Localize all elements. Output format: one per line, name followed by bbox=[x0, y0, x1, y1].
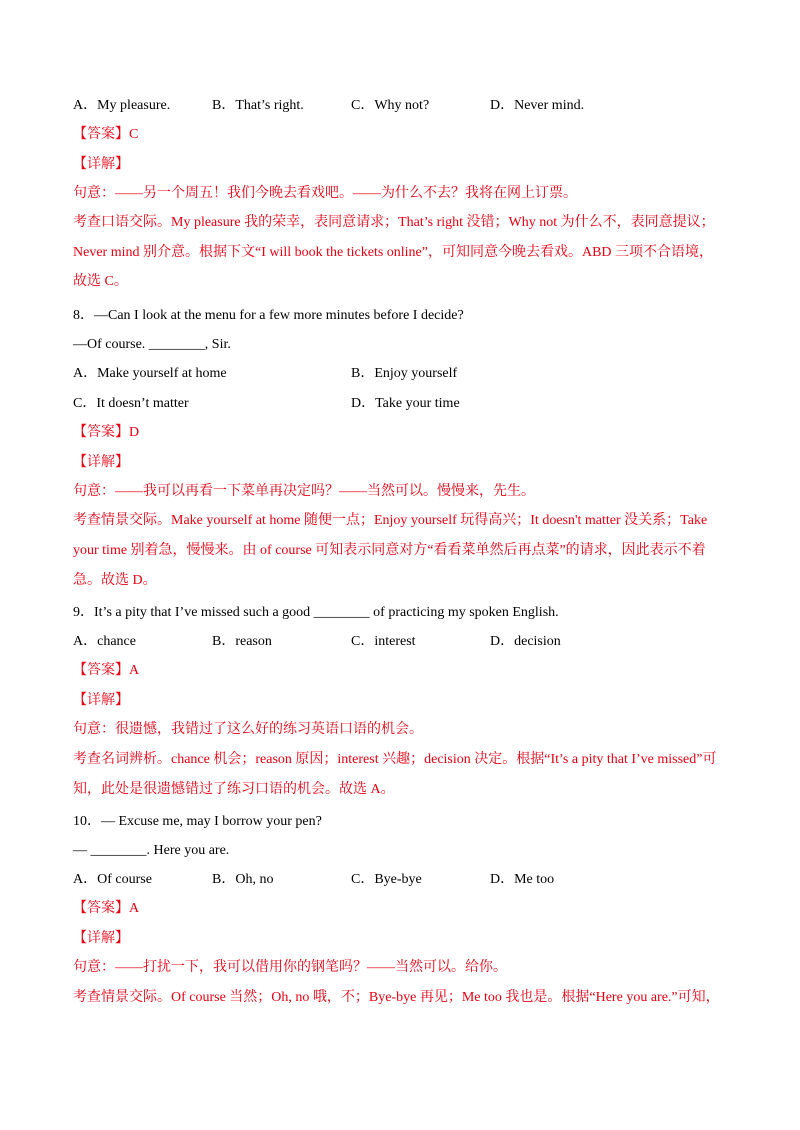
q7-meaning: 句意：——另一个周五！我们今晚去看戏吧。——为什么不去？我将在网上订票。 bbox=[73, 186, 577, 201]
q7-analysis-line: Never mind 别介意。根据下文“I will book the tickets online”，可知同意今晚去看戏。ABD 三项不合语境， bbox=[73, 245, 714, 260]
q8-option-b: B．Enjoy yourself bbox=[351, 366, 458, 381]
q9-detail-label: 【详解】 bbox=[73, 693, 129, 708]
q10-detail-label: 【详解】 bbox=[73, 931, 129, 946]
q7-analysis-line: 考查口语交际。My pleasure 我的荣幸，表同意请求；That’s right 没错；Why not 为什么不，表同意提议； bbox=[73, 215, 715, 230]
q8-meaning: 句意：——我可以再看一下菜单再决定吗？——当然可以。慢慢来，先生。 bbox=[73, 484, 535, 499]
q10-question: 10．— Excuse me, may I borrow your pen? bbox=[73, 814, 322, 829]
q7-detail-label: 【详解】 bbox=[73, 157, 129, 172]
q7-option-d: D．Never mind. bbox=[490, 98, 585, 113]
q10-options bbox=[73, 871, 629, 889]
q8-question: 8．—Can I look at the menu for a few more minutes before I decide? bbox=[73, 308, 464, 323]
q10-option-a: A．Of course bbox=[73, 872, 152, 887]
q8-option-a: A．Make yourself at home bbox=[73, 366, 227, 381]
q8-option-d: D．Take your time bbox=[351, 396, 460, 411]
q10-option-d: D．Me too bbox=[490, 872, 555, 887]
q9-meaning: 句意：很遗憾，我错过了这么好的练习英语口语的机会。 bbox=[73, 722, 423, 737]
q8-analysis-line: 急。故选 D。 bbox=[73, 573, 157, 588]
q9-analysis-line: 考查名词辨析。chance 机会；reason 原因；interest 兴趣；decision 决定。根据“It’s a pity that I’ve missed”可 bbox=[73, 752, 717, 767]
q7-options bbox=[73, 97, 629, 115]
q8-detail-label: 【详解】 bbox=[73, 455, 129, 470]
q8-answer: 【答案】D bbox=[73, 425, 140, 440]
q10-analysis-line: 考查情景交际。Of course 当然；Oh, no 哦，不；Bye-bye 再见；Me too 我也是。根据“Here you are.”可知， bbox=[73, 990, 720, 1005]
q8-response: —Of course. ________, Sir. bbox=[73, 337, 231, 352]
q8-options-row bbox=[73, 395, 629, 413]
q7-answer: 【答案】C bbox=[73, 127, 139, 142]
q8-analysis-line: your time 别着急，慢慢来。由 of course 可知表示同意对方“看看菜单然后再点菜”的请求，因此表示不着 bbox=[73, 543, 706, 558]
q9-question: 9．It’s a pity that I’ve missed such a good ________ of practicing my spoken English. bbox=[73, 605, 559, 620]
q10-option-b: B．Oh, no bbox=[212, 872, 274, 887]
q7-option-a: A．My pleasure. bbox=[73, 98, 171, 113]
q10-answer: 【答案】A bbox=[73, 901, 140, 916]
q7-analysis-line: 故选 C。 bbox=[73, 274, 128, 289]
q9-option-c: C．interest bbox=[351, 634, 416, 649]
q8-option-c: C．It doesn’t matter bbox=[73, 396, 189, 411]
q8-options-row bbox=[73, 365, 629, 383]
q7-option-c: C．Why not? bbox=[351, 98, 430, 113]
q10-meaning: 句意：——打扰一下，我可以借用你的钢笔吗？——当然可以。给你。 bbox=[73, 960, 507, 975]
q9-option-a: A．chance bbox=[73, 634, 136, 649]
q9-options bbox=[73, 633, 629, 651]
q9-option-d: D．decision bbox=[490, 634, 561, 649]
q9-option-b: B．reason bbox=[212, 634, 272, 649]
q7-option-b: B．That’s right. bbox=[212, 98, 304, 113]
q9-answer: 【答案】A bbox=[73, 663, 140, 678]
q10-option-c: C．Bye-bye bbox=[351, 872, 422, 887]
q8-analysis-line: 考查情景交际。Make yourself at home 随便一点；Enjoy yourself 玩得高兴；It doesn't matter 没关系；Take bbox=[73, 513, 708, 528]
q9-analysis-line: 知，此处是很遗憾错过了练习口语的机会。故选 A。 bbox=[73, 782, 395, 797]
q10-response: — ________. Here you are. bbox=[73, 843, 230, 858]
